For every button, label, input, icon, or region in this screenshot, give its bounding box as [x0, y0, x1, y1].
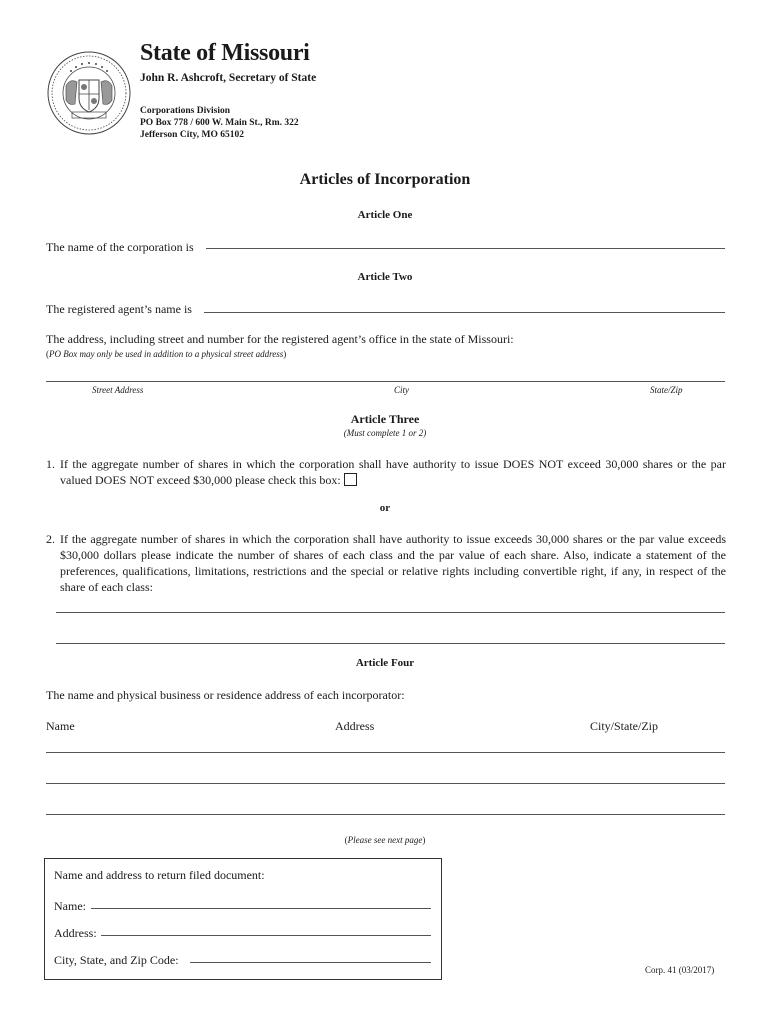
return-address-field[interactable] — [101, 935, 431, 936]
form-number: Corp. 41 (03/2017) — [645, 965, 715, 975]
incorporator-intro: The name and physical business or residence address of each incorporator: — [46, 688, 405, 702]
article-three-item-2 — [46, 531, 726, 595]
city-address: Jefferson City, MO 65102 — [140, 130, 244, 140]
city-caption: City — [394, 385, 409, 395]
agent-address-label: The address, including street and number for the registered agent’s office in the state of Missouri: — [46, 332, 514, 346]
article-two-heading: Article Two — [357, 271, 413, 283]
article-three-item-1 — [46, 456, 726, 488]
state-seal-icon — [46, 50, 132, 136]
incorporator-row-3[interactable] — [46, 814, 725, 815]
or-separator: or — [379, 502, 391, 514]
po-box-note: (PO Box may only be used in addition to a physical street address) — [46, 349, 287, 359]
item-2-text: If the aggregate number of shares in which the corporation shall have authority to issue exceeds 30,000 shares or the par value exceeds $30,000 dollars please indicate the number of shares of each class and the par value of each share. Also, indicate a statement of the preferences, qualifications, limitations, restrictions and the special or relative rights including convertible right, if any, in respect of the share of each class: — [60, 532, 726, 594]
incorporator-row-1[interactable] — [46, 752, 725, 753]
corporation-name-label: The name of the corporation is — [46, 240, 194, 254]
must-complete-note: (Must complete 1 or 2) — [343, 428, 427, 438]
secretary-name: John R. Ashcroft, Secretary of State — [140, 72, 317, 84]
city-state-zip-column-header: City/State/Zip — [590, 719, 658, 733]
street-address-caption: Street Address — [92, 385, 144, 395]
incorporator-row-2[interactable] — [46, 783, 725, 784]
address-column-header: Address — [335, 719, 375, 733]
item-1-text: If the aggregate number of shares in which the corporation shall have authority to issue DOES NOT exceed 30,000 shares or the par valued DOES NOT exceed $30,000 please check this box: — [60, 457, 726, 487]
agent-name-label: The registered agent’s name is — [46, 302, 192, 316]
share-class-field-1[interactable] — [56, 612, 725, 613]
item-1-number: 1. — [46, 457, 55, 471]
return-name-label: Name: — [54, 899, 86, 913]
return-address-label: Address: — [54, 926, 97, 940]
shares-checkbox[interactable] — [344, 473, 357, 486]
state-zip-caption: State/Zip — [650, 385, 683, 395]
article-one-heading: Article One — [357, 209, 413, 221]
share-class-field-2[interactable] — [56, 643, 725, 644]
item-2-number: 2. — [46, 532, 55, 546]
article-three-heading: Article Three — [350, 412, 420, 426]
return-city-field[interactable] — [190, 962, 431, 963]
state-title: State of Missouri — [140, 40, 310, 66]
article-four-heading: Article Four — [355, 657, 415, 669]
corporation-name-field[interactable] — [206, 248, 725, 249]
return-city-label: City, State, and Zip Code: — [54, 953, 179, 967]
form-title: Articles of Incorporation — [299, 171, 471, 188]
agent-address-field[interactable] — [46, 381, 725, 382]
po-box-address: PO Box 778 / 600 W. Main St., Rm. 322 — [140, 118, 299, 128]
agent-name-field[interactable] — [204, 312, 725, 313]
return-box-title: Name and address to return filed document: — [54, 868, 265, 882]
return-address-box — [44, 858, 442, 980]
division-name: Corporations Division — [140, 106, 230, 116]
name-column-header: Name — [46, 719, 75, 733]
return-name-field[interactable] — [91, 908, 431, 909]
next-page-note: (Please see next page) — [344, 835, 426, 845]
